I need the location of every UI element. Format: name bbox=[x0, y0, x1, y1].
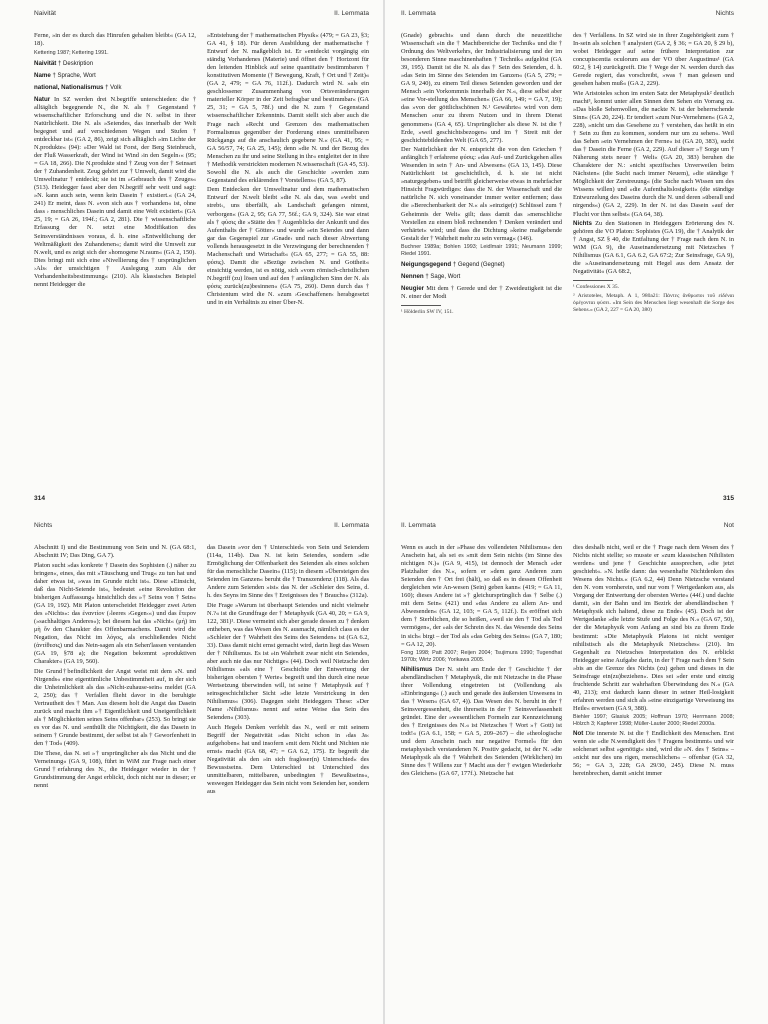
entry-not bbox=[573, 730, 734, 778]
entry-natur bbox=[34, 96, 196, 289]
bibliography: Biehler 1997; Glasiuk 2005; Hoffman 1970; Herrmann 2008; Hölzch 3; Kapferer 1998; Müller-Lauter 2000; Riedel 2000a. bbox=[573, 714, 734, 728]
column-1 bbox=[34, 544, 196, 998]
entry-body: Der N. steht am Ende der † Geschichte † der abendländischen † Metaphysik, die mit Nietzsche in die Phase ihrer Vollendung eingetreten ist (Vollendung als »Einbringung« (.) auch und gerade des äußersten Unwesens in das † Wesen« (GA 67, 4)). Das Wesen des N. beruht in der † Seinsvergessenheit, die ihrerseits in der † Seinsverlassenheit gründet. Eine der »wesentlichen Formeln zur Kennzeichnung des † Ereignisses des N.« ist Nietzsches † Wort »† Gott) ist todt!« (GA 6.1, 158; = GA 5, 209–267) – die »theologische und dem Anschein nach nur negative Formel« für den metaphysisch verstandenen N. Positiv gedacht, ist der N. »die Metaphysik als die † Wahrheit des Seienden (Wirklichen) im Sinne des † Willens zur † Macht aus der † ewigen Wiederkehr des Gleichen« (GA 67, 177f.). Nietzsche hat bbox=[401, 665, 562, 778]
paragraph: »Entstehung der † mathematischen Physik« (479; = GA 23, §3; GA 41, § 18). Für deren Ausbildung der mathematische † Entwurf der N. maßgeblich ist. Er »entdeckt vorgängig ein ständig Vorhandenes (Materie) und öffnet den † Horizont für den leitenden Hinblick auf seine quantitativ bestimmbaren † konstitutiven Momente († Bewegung, Kraft, † Ort und † Zeit)« (GA 2, 479; = GA 76, 112f.). Dadurch wird N. »als ein geschlossener Zusammenhang von Ortsveränderungen materieller Körper in der Zeit befragbar und bestimmbar« (GA 25, 31; = GA 5, 78f.) und die N. zum † Gegenstand wissenschaftlicher Erkenntnis. Damit stellt sich aber auch die Frage nach »Recht und Grenzen des mathematischen Formalismus gegenüber der Forderung eines unmittelbaren Rückgangs auf die anschaulich gegebene N.« (GA 41, 95; = GA 56/57, 74; GA 25, 145); denn »die N. und der Bezug des Menschen zu ihr und seine Stellung in ihr« entgleitet der in ihre † Methodik verstrickten modernen N.wissenschaft (GA 45, 53). Sowohl die N. als auch die Geschichte »werden zum Gegenstand des erklärenden † Vorstellens« (GA 5, 87). bbox=[207, 32, 369, 184]
header-left: Nichts bbox=[34, 522, 53, 529]
entry-head: Nennen bbox=[401, 273, 424, 281]
header-left: Naivität bbox=[34, 10, 56, 17]
entry-head: Neugier bbox=[401, 285, 425, 293]
header-right: II. Lemmata bbox=[334, 522, 369, 529]
page-number: 314 bbox=[34, 495, 46, 502]
paragraph: Wenn es auch in der »Phase des vollendeten Nihilismus« den Anschein hat, als sei es »mit dem Sein nichts (im Sinne des nichtigen N.)« (GA 9, 415), ist dennoch der Mensch »der Platzhalter des N.«, sofern er »dem ganz Anderen zum Seienden den † Ort frei (hält), so daß es in dessen Offenheit dergleichen wie An-wesen (Sein) geben kann« (419; = GA 11, 160); dieses Andere ist »† gleichursprünglich das † Selbe (.) mit dem Sein« (421) und »das Andere zu allem An- und Abwesenden« (GA 12, 103; = GA 5, 112f.). Es eröffnet sich dem † Sterblichen, die so heißen, »weil sie den † Tod als Tod vermögen«, der »als der Schrein des N. das Wesende des Seins in sich« birgt – der Tod als »das Gebirg des Seins« (GA 7, 180; = GA 12, 20). bbox=[401, 544, 562, 648]
paragraph: Abschnitt I) und die Bestimmung von Sein und N. (GA 68:1, Abschnitt IV; Das Ding, GA 7). bbox=[34, 544, 196, 560]
bibliography: Fong 1998; Patt 2007; Reijen 2004; Tsujimura 1990; Tugendhat 1970b; Wirtz 2006; Yorikawa 2005. bbox=[401, 650, 562, 664]
page-315 bbox=[385, 0, 768, 512]
paragraph: Der Natürlichkeit der N. entspricht die von den Griechen † anfänglich † erfahrene φύσις: »das Auf- und Zurückgehen alles Wesenden in sein † An- und Abwesen« (GA 13, 145). Diese Natürlichkeit ist geschichtlich, d. h. sie ist nicht »naturgegeben« und betrifft gleicherweise etwas in mehrfacher Hinsicht Fragwürdiges: dass die N. der Wissenschaft und die natürliche N. sich voneinander immer weiter entfernen; dass die »Berechenbarkeit der N.« als »einzige(r) Schlüssel zum † Geheimnis der Welt« gilt; dass damit das »menschliche Vorstellen zu einem bloß rechnenden † Denken verändert und verhärtet« wird; und dass die Dichtung »keine maßgebende Gestalt der † Wahrheit mehr zu sein vermag« (146). bbox=[401, 146, 562, 242]
paragraph: Die These, das N. sei »† ursprünglicher als das Nicht und die Verneinung« (GA 9, 108), führt in WiM zur Frage nach einer Grund†erfahrung des N., die Heidegger wieder in der † Grundstimmung der Angst erblickt, doch nicht nur in dieser; er nennt bbox=[34, 749, 196, 789]
page-left bbox=[0, 512, 383, 1024]
entry-body: † Sage, Wort bbox=[423, 274, 461, 281]
column-2 bbox=[573, 32, 734, 486]
entry-head: Nichts bbox=[573, 220, 592, 228]
paragraph: Die Frage »Warum ist überhaupt Seiendes und nicht vielmehr N.?« ist die Grundfrage der † Metaphysik (GA 40, 20; = GA 9, 122, 381)¹. Diese vermeint sich aber gerade dessen zu † denken entheben, was das Wesen des N. ausmacht, nämlich class es der »Schleier der † Wahrheit des Seins des Seienden« ist (GA 6.2, 33). Dass damit nicht ernst gemacht wird, darin liegt das Wesen der † Nihilismus. Es ist »in Wahrheit zwar nicht ein Seiendes, aber auch nie das nur Nichtige« (44). Doch weil Nietzsche den Nihilismus »als eine † Geschichte der Entwertung der bisherigen obersten † Werte« begreift und ihn durch eine neue Wertsetzung überwinden will, ist seine † Metaphysik auf † seinsgeschichtlicher Sicht »die letzte Verstrickung in den Nihilismus« (306). Dagegen sieht Heideggers These: »Der Name ›Nihilismus‹ nennt auf seine Weise das Sein des Seienden« (303). bbox=[207, 601, 369, 722]
paragraph: das Dasein »vor den † Unterschied« von Sein und Seiendem (114a, 114b). Das N. ist kein Seiendes, sondern »die Ermöglichung der Offenbarkeit des Seienden als eines solchen für das menschliche Dasein« (115); in diesem »Übersteigen des Seienden im Ganzen« beruht die † Transzendenz (118). Als das Andere zum Seienden »ist« das N. der »Schleier des Seins, d. h. des Seyns im Sinne des † Ereignisses des † Brauchs« (312a). bbox=[207, 544, 369, 600]
entry-body: Die innerste N. ist die † Endlichkeit des Menschen. Erst wenn sie »die N.wendigkeit des † Fragens bestimmt« und wir solcherart selbst »genötigt« sind, wird die »N. des † Seins« – »nicht nur des uns rigen, menschlichen« – offenbar (GA 32, 56; = GA 3, 228; GA 29/30, 245). Diese N. muss hereinbrechen, damit »nicht immer bbox=[573, 729, 734, 778]
entry-nihilismus bbox=[401, 666, 562, 779]
text-columns bbox=[34, 32, 369, 486]
header-left: II. Lemmata bbox=[401, 10, 436, 17]
entry-body: Zu den Stationen in Heideggers Erörterung des N. gehören die VO Platon: Sophistes (GA 19), die † Analytik der † Angst, SZ § 40, die Entfaltung der † Frage nach dem N. in WiM (GA 9), die Auseinandersetzung mit Nietzsches † Nihilismus (GA 6.1, GA 6.2, GA 67:2; Zur Seinsfrage, GA 9), die »Auseinandersetzung mit Hegel aus dem Ansatz der Negativität« (GA 68:2, bbox=[573, 220, 734, 276]
footnote-rule bbox=[401, 305, 441, 306]
paragraph: Dem Entdecken der Umweltnatur und dem mathematischen Entwurf der N.welt bleibt »die N. als das, was »webt und strebt‹, uns überfällt, als Landschaft gefangen nimmt, verborgen« (GA 2, 95; GA 77, 56f.; GA 9, 324). Sie war einst als † φύσις die »Stätte des † Augenblicks der Ankunft und des Aufenthalts der † Götter« und wurde »ein Seiendes und dann gar das Gegenspiel zur ›Gnade‹ und nach dieser Abwertung vollends herausgesetzt in die Verzwingung der berechnenden † Machenschaft und Wirtschaft« (GA 65, 277; = GA 55, 88: φύσις). Damit die »Bezüge zwischen N. und Gottheit« einsichtig werden, ist es nötig, sich »vom römisch-christlichen N.begriff (zu) lösen und auf den † anfänglichen Sinn der N. als φύσις zurück(zu)besinnen« (GA 75, 260). Denn durch das † Christentum wird die N. »zum ›Geschaffenen‹ herabgesetzt und in ein Verhältnis zu einer Über-N. bbox=[207, 186, 369, 307]
footnote: ¹ Hölderlin SW IV, 151. bbox=[401, 309, 454, 316]
running-header bbox=[34, 522, 369, 532]
paragraph: des † Verfallens. In SZ wird sie in ihrer Zugehörigkeit zum † In-sein als solchen † analysiert (GA 2, § 36; = GA 20, § 29 b), wobei Heidegger auf seine frühere Interpretation zur concupiscentia oculorum aus der VO über Augustinus¹ (GA 60:2, § 14) zurückgreift. Die † Wege der N. werden durch das Gerede regiert, das vorschreibt, »was † man gelesen und gesehen haben muß« (GA 2, 229). bbox=[573, 32, 734, 88]
paragraph: Platon sucht »das konkrete † Dasein des Sophisten (.) näher zu bringen«, eines, das mit »Täuschung und Trug« zu tun hat und daher etwas ist, »was im Grunde nicht ist«. Diese »Einsicht, daß das Nicht-Seiende ist«, bedeutet »eine Revolution der bisherigen Auffassung« hinsichtlich des »† Seins von † Sein« (GA 19, 192). Mit Platon unterscheidet Heidegger zwei Arten des »Nichts«: das ἐναντίον (›leeres ›Gegen‹«) und das ἕτερον (»sachhaltiges Anderes«); bei diesem hat das »Nicht« (μή) im μὴ ὄν den Charakter des Offenbarmachens. Damit wird die Negation, das Nicht im λόγος, als erschließendes Nicht (ἀντίθεσις) und das Nein-sagen als ein Sehen'lassen verstanden (GA 19, §78 a); die Negation bekommt »produktiven Charakter« (GA 19, 560). bbox=[34, 561, 196, 666]
entry-name bbox=[34, 72, 196, 80]
footnote: ² Aristoteles, Metaph. A 1, 980a21: Πάντες ἄνθρωποι τοῦ εἰδέναι ὀρέγονται φύσει. »Im Sein des Menschen liegt wesenhaft die Sorge des Sehens.« (GA 2, 227 = GA 20, 380) bbox=[573, 292, 734, 313]
footnote: ¹ Confessiones X 35. bbox=[573, 284, 619, 291]
entry-head: Not bbox=[573, 729, 584, 737]
paragraph: Wie Aristoteles schon im ersten Satz der Metaphysik² deutlich macht³, kommt unter allen Sinnen dem Sehen ein Vorrang zu. »Das bloße Sehenwollen, die nackte N. ist der beherrschende Sinn« (GA 20, 224). Er tendiert »zum Nur-Vernehmen« (GA 2, 228), »nicht um das Gesehene zu † verstehen, das heißt in ein † Sein zu ihm zu kommen, sondern nur um zu sehen«. Weil das Sehen »ein Vernehmen der Ferne« ist (GA 20, 383), sucht das † Dasein die Ferne (GA 2, 229). Auf dieser »† Sorge um † Näherung stets neuer † Welt« (GA 20, 383) beruhen die Charaktere der N.: »nicht spezifisches Unverweilen beim Nächsten« (die Sucht nach immer Neuem), »die ständige † Möglichkeit der Zerstreuung« (die Suche nach Wissen um des Wissens willen) und »die Aufenthaltslosigkeit« (die ständige Entwurzelung des Daseins durch die N. und deren »überall und nirgends«) (GA 2, 229). In der N. ist das Dasein »auf der Flucht vor ihm selbst« (GA 64, 38). bbox=[573, 89, 734, 218]
header-right: II. Lemmata bbox=[334, 10, 369, 17]
text-columns bbox=[401, 32, 734, 486]
entry-head: Naivität bbox=[34, 59, 57, 67]
entry-head: Nihilismus bbox=[401, 665, 433, 673]
running-header bbox=[401, 10, 734, 20]
bibliography: Kettering 1987; Kettering 1991. bbox=[34, 49, 109, 56]
paragraph: dies deshalb nicht, weil er die † Frage nach dem Wesen des † Nichts nicht stellte; so musste er »zum klassischen Nihilisten werden« und jene † Geschichte aussprechen, »die jetzt geschieht«. »N. heiße dann: das wesenhafte Nichtdenken des Wesens des Nichts.« (GA 6.2, 44) Denn Nietzsche verstand den N. vom vornherein, und nur vom † Wertgedanken aus, als Vorgang der Entwertung der obersten Werte« (44f.) und dachte damit, »in der Bahn und im Bezirk der abendländischen † Metaphysik sich haltend, diese zu Ende« (45). Doch ist der Wertgedanke »die letzte Stufe und Folge des N.« (GA 67, 50), der die Metaphysik vom Anfang an sind bis zu ihrem Ende bestimmt: »Die Metaphysik Platons ist nicht weniger nihilistisch als die Metaphysik Nietzsches« (210). Im Gegenhalt zu Nietzsches Interpretation des N. erblickt Heidegger seine Aufgabe darin, in der † Frage nach dem † Sein »bis an die Grenze des Nichts (zu) gehen und dieses in die Seinsfrage ein(zu)beziehen«. Dies sei »der erste und einzig fruchtende Schritt zur wahrhaften Überwindung des N.« (GA 40, 213); erst dadurch kann dieser in seiner Heil-losigkeit erfahren werden und sich als »eine einzigartige Verweisung ins Heile« erweisen (GA 9, 388). bbox=[573, 544, 734, 712]
paragraph: Auch Hegels Denken verfehlt das N., weil er mit seinem Begriff der Negativität »das Nicht schon in ›das Ja‹ aufgehoben« hat und insofern »mit dem Nicht und Nichten nie ernst« macht (GA 68, 47; = GA 6.2, 175). Er begreift die Negativität als den »in sich fragloser(n) Unterschied« des Bewusstseins. Dem Unterschied ist Unterschied des unmittelbaren, mittelbaren, unbedingten † Bewußtseins«, weswegen Heidegger das Sein nicht vom Seienden her, sondern aus bbox=[207, 724, 369, 796]
column-2 bbox=[207, 544, 369, 998]
paragraph: Die Grund†befindlichkeit der Angst weist mit dem »N. und Nirgends« eine eigentümliche Unbestimmtheit auf, in der sich die Unheimlichkeit als das »Nicht-zuhause-sein« meldet (GA 2, 250); das † Verfallen flieht davor in die beruhigte Vertrautheit des † Man. Aus diesem holt die Angst das Dasein zurück und macht ihm »† Eigentlichkeit und Uneigentlichkeit als † Möglichkeiten seines Seins offenbar« (253). So bringt sie es vor das N. und »enthüllt die Nichtigkeit, die das Dasein in seinem † Grunde bestimmt, der selbst ist als † Geworfenheit in den † Tod« (409). bbox=[34, 667, 196, 748]
entry-head: Neigungsgegend bbox=[401, 261, 452, 269]
entry-neugier bbox=[401, 285, 562, 301]
column-1 bbox=[34, 32, 196, 486]
entry-nichts bbox=[573, 220, 734, 276]
page-right bbox=[385, 512, 768, 1024]
footnote-rule bbox=[573, 280, 613, 281]
entry-body: † Deskription bbox=[56, 60, 94, 67]
paragraph: Ferne, »in der es durch das Hinrufen gehalten bleibt« (GA 12, 18). bbox=[34, 32, 196, 48]
entry-head: Natur bbox=[34, 95, 51, 103]
column-1 bbox=[401, 544, 562, 998]
bottom-spread bbox=[0, 512, 768, 1024]
column-2 bbox=[573, 544, 734, 998]
entry-national bbox=[34, 84, 196, 92]
entry-neigungsgegend bbox=[401, 261, 562, 269]
running-header bbox=[34, 10, 369, 20]
header-left: II. Lemmata bbox=[401, 522, 436, 529]
column-1 bbox=[401, 32, 562, 486]
bibliography: Buchner 1989a; Bohlen 1993; Leidlmair 1991; Neumann 1999; Riedel 1991. bbox=[401, 244, 562, 258]
column-2 bbox=[207, 32, 369, 486]
entry-naivitaet bbox=[34, 60, 196, 68]
entry-head: Name bbox=[34, 71, 51, 79]
page-314 bbox=[0, 0, 383, 512]
running-header bbox=[401, 522, 734, 532]
header-right: Not bbox=[723, 522, 734, 529]
text-columns bbox=[34, 544, 369, 998]
entry-body: † Gegend (Gegnet) bbox=[451, 262, 505, 269]
page-number: 315 bbox=[722, 495, 734, 502]
entry-body: Mit dem † Gerede und der † Zweideutigkeit ist die N. einer der Modi bbox=[401, 285, 562, 301]
entry-body: In SZ werden drei N.begriffe unterschieden: die † alltäglich begegnende N., die N. als † Gegenstand † wissenschaftlicher Erforschung und die N. selbst in ihrer Natürlichkeit. Die N. als »Seiendes, das innerhalb der Welt begegnet und auf verschiedenen Wegen und Stufen † entdeckbar ist« (GA 2, 86), zeigt sich alltäglich »im Lichte der N.produkte« (94): »Der Wald ist Forst, der Berg Steinbruch, der Fluß Wasserkraft, der Wind ist Wind ›in den Segeln‹« (95; = GA 18, 266). Die N.produkte sind † Zeug von der † Seinsart der † Zuhandenheit. Zeug gehört zur † Umwelt, damit wird die Umweltnatur † entdeckt; sie ist im »Gebrauch des † Zeuges« (513). Heidegger fasst aber den N.begriff sehr weit und sagt: »N. kann auch sein, wenn kein Dasein † existiert.« (GA 24, 241) Er meint, dass N. »von sich aus † vorhanden« ist, ohne dass › menschliches Dasein und damit eine Welt existiert« (GA 25, 19; = GA 26, 194f.; GA 2, 281). Die † wissenschaftliche Erfassung der N. setzt eine Modifikation des Seinsverständnisses voraus, d. h. eine »Entweltlichung der Weltmäßigkeit des Zuhandenen«; damit wird die Umwelt zur N.welt, und es zeigt sich der »homogene N.raum« (GA 2, 150). Dies bringt mit sich eine »Nivellierung des † ursprünglichen ›Als‹ der umsichtigen † Auslegung zum Als der Vorhandenheitsbestimmung« (210). Als klassisches Beispiel nennt Heidegger die bbox=[34, 95, 196, 288]
text-columns bbox=[401, 544, 734, 998]
entry-body: † Volk bbox=[103, 84, 122, 91]
header-right: Nichts bbox=[715, 10, 734, 17]
entry-nennen bbox=[401, 273, 562, 281]
entry-head: national, Nationalismus bbox=[34, 83, 104, 91]
entry-body: † Sprache, Wort bbox=[50, 72, 96, 79]
paragraph: (Gnade) gebracht« und dann durch die neuzeitliche Wissenschaft »in die † Machtbereiche der Technik« und die † Ordnung des Weltverkehrs, der Industrialisierung und der im besonderen Sinne maschinenhaften † Technik« aufgelöst (GA 39, 195). Damit ist die N. als das † Sein des Seienden, d. h. »das Sein im Sinne des Seienden im Ganzen« (GA 5, 279; = GA 9, 240), zu einem Teil dieses Seienden geworden und der Mensch »ein Vorkommnis innerhalb der N.«, diese selbst aber »eine Vor-stellung des Menschen« (GA 66, 149; = GA 7, 19); das »von der göttlichschönen N.¹ Gewährte« wird von dem Menschen »nur zu ihrem Nutzen und in ihrem Dienst genommen« (GA 4, 65). Ursprünglicher als diese N. ist die † Erde, »weil geschichtsbezogen« und im † Streit mit der geschichtebildenden Welt (GA 65, 277). bbox=[401, 32, 562, 144]
